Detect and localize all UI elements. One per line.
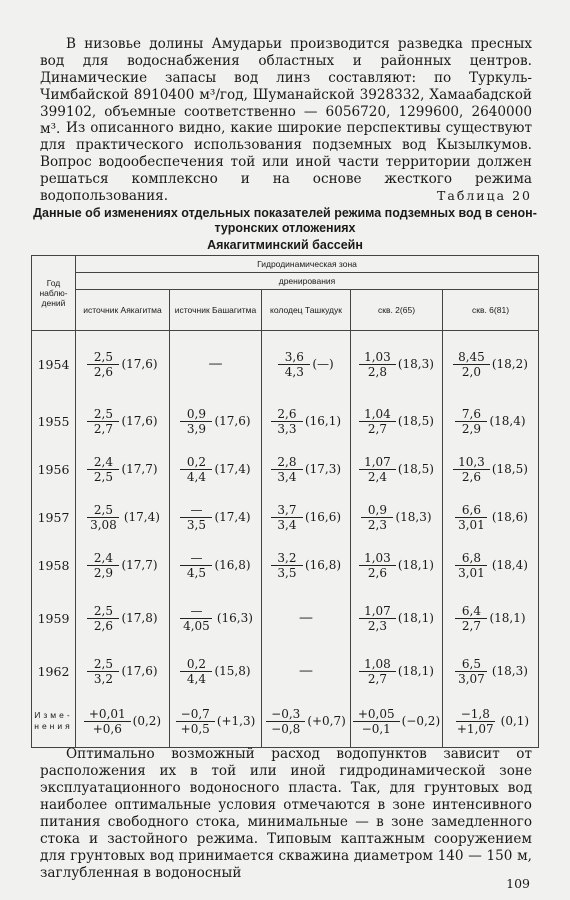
bracket-value: (17,6) bbox=[121, 357, 158, 371]
fraction-denominator: 3,2 bbox=[93, 671, 113, 686]
fraction-value bbox=[453, 503, 490, 532]
fraction-numerator: −0,7 bbox=[176, 707, 215, 722]
data-table bbox=[31, 255, 539, 748]
bracket-value: (18,1) bbox=[489, 611, 526, 625]
fraction-value bbox=[87, 604, 119, 633]
fraction-denominator: 3,5 bbox=[186, 517, 206, 532]
fraction-value bbox=[361, 503, 393, 532]
fraction-numerator: 2,5 bbox=[87, 657, 119, 672]
bracket-value: (−0,2) bbox=[401, 714, 441, 728]
fraction-numerator: 1,07 bbox=[359, 604, 396, 619]
column-header: колодец Ташкудук bbox=[262, 290, 351, 331]
fraction-numerator: 2,5 bbox=[87, 407, 119, 422]
bracket-value: (17,6) bbox=[121, 414, 158, 428]
bracket-value: (+1,3) bbox=[216, 714, 256, 728]
fraction-value bbox=[271, 407, 303, 436]
data-cell bbox=[443, 647, 539, 695]
data-cell bbox=[76, 647, 170, 695]
header-year: Год наблю-дений bbox=[32, 256, 76, 331]
page-number: 109 bbox=[506, 876, 530, 891]
row-year: 1956 bbox=[32, 445, 76, 493]
data-cell bbox=[76, 397, 170, 445]
bracket-value: (17,8) bbox=[121, 611, 158, 625]
data-cell bbox=[262, 397, 351, 445]
fraction-value bbox=[180, 503, 212, 532]
fraction-numerator: 3,7 bbox=[271, 503, 303, 518]
table-title: Данные об изменениях отдельных показателей режима подземных вод в сенон-туронских отложениях bbox=[33, 206, 537, 235]
empty-dash: — bbox=[299, 663, 313, 679]
bracket-value: (16,3) bbox=[216, 611, 253, 625]
fraction-denominator: 3,4 bbox=[277, 517, 297, 532]
bracket-value: (16,8) bbox=[304, 558, 342, 572]
fraction-numerator: — bbox=[180, 503, 212, 518]
fraction-value bbox=[453, 350, 490, 379]
fraction-numerator: +0,01 bbox=[84, 707, 131, 722]
fraction-numerator: 2,5 bbox=[87, 604, 119, 619]
table-body bbox=[32, 331, 539, 748]
table-row bbox=[32, 647, 539, 695]
bracket-value: (16,6) bbox=[304, 510, 342, 524]
fraction-numerator: — bbox=[180, 604, 212, 619]
data-cell bbox=[351, 695, 443, 748]
fraction-denominator: 2,6 bbox=[93, 364, 113, 379]
fraction-value bbox=[278, 350, 310, 379]
bracket-value: (0,1) bbox=[500, 714, 530, 728]
fraction-numerator: 7,6 bbox=[455, 407, 487, 422]
bracket-value: (18,2) bbox=[491, 357, 528, 371]
data-cell bbox=[351, 493, 443, 541]
fraction-numerator: 2,8 bbox=[271, 455, 303, 470]
fraction-value bbox=[87, 455, 119, 484]
data-cell bbox=[351, 589, 443, 647]
fraction-numerator: 1,04 bbox=[359, 407, 396, 422]
fraction-numerator: 3,2 bbox=[271, 551, 303, 566]
fraction-numerator: 2,6 bbox=[271, 407, 303, 422]
fraction-denominator: 2,7 bbox=[367, 421, 387, 436]
fraction-value bbox=[180, 407, 212, 436]
fraction-numerator: 2,4 bbox=[87, 455, 119, 470]
fraction-numerator: 0,9 bbox=[180, 407, 212, 422]
data-cell bbox=[76, 541, 170, 589]
fraction-value bbox=[87, 551, 119, 580]
fraction-numerator: 3,6 bbox=[278, 350, 310, 365]
header-zone: Гидродинамическая зона bbox=[76, 256, 539, 273]
fraction-denominator: 2,9 bbox=[461, 421, 481, 436]
fraction-value bbox=[180, 551, 212, 580]
data-cell bbox=[170, 589, 262, 647]
fraction-value bbox=[359, 350, 396, 379]
table-row bbox=[32, 331, 539, 398]
table-row bbox=[32, 397, 539, 445]
row-year: 1955 bbox=[32, 397, 76, 445]
data-cell bbox=[170, 541, 262, 589]
data-cell bbox=[443, 589, 539, 647]
fraction-numerator: — bbox=[180, 551, 212, 566]
fraction-numerator: 8,45 bbox=[453, 350, 490, 365]
row-year: 1957 bbox=[32, 493, 76, 541]
empty-dash: — bbox=[208, 356, 223, 372]
fraction-value bbox=[359, 657, 396, 686]
data-cell bbox=[76, 493, 170, 541]
fraction-value bbox=[359, 455, 396, 484]
fraction-denominator: 2,9 bbox=[93, 565, 113, 580]
fraction-denominator: 3,08 bbox=[90, 517, 117, 532]
fraction-numerator: 6,4 bbox=[455, 604, 487, 619]
fraction-numerator: 0,2 bbox=[180, 455, 212, 470]
data-cell bbox=[170, 397, 262, 445]
bracket-value: (18,1) bbox=[397, 611, 434, 625]
fraction-value bbox=[180, 455, 212, 484]
bracket-value: (17,4) bbox=[214, 462, 251, 476]
bracket-value: (17,6) bbox=[214, 414, 251, 428]
data-cell bbox=[443, 695, 539, 748]
fraction-numerator: −1,8 bbox=[456, 707, 495, 722]
fraction-denominator: 3,07 bbox=[458, 671, 485, 686]
paragraph-water-reserves: В низовье долины Амударьи производится разведка пресных вод для водоснабжения областных и районных центров. Динамические запасы вод линз составляют: по Туркуль-Чимбайской 8910400 м³/год, Шуманайской 3928332, Хамаабадской 399102, объемные соответственно — 6056720, 1299600, 2640000 м³. bbox=[40, 36, 532, 137]
bracket-value: (17,4) bbox=[123, 510, 160, 524]
fraction-value bbox=[452, 707, 499, 736]
fraction-numerator: 6,8 bbox=[455, 551, 487, 566]
table-row bbox=[32, 493, 539, 541]
data-cell bbox=[170, 493, 262, 541]
table-number-label: Таблица 20 bbox=[437, 188, 532, 203]
bracket-value: (16,8) bbox=[214, 558, 251, 572]
table-row bbox=[32, 445, 539, 493]
fraction-numerator: −0,3 bbox=[266, 707, 305, 722]
fraction-numerator: 6,5 bbox=[455, 657, 487, 672]
data-cell bbox=[351, 445, 443, 493]
column-header: источник Аякагитма bbox=[76, 290, 170, 331]
empty-dash: — bbox=[299, 610, 313, 626]
bracket-value: (15,8) bbox=[214, 664, 251, 678]
bracket-value: (16,1) bbox=[304, 414, 342, 428]
fraction-numerator: 0,9 bbox=[361, 503, 393, 518]
fraction-value bbox=[85, 503, 122, 532]
data-cell bbox=[262, 445, 351, 493]
bracket-value: (17,3) bbox=[304, 462, 342, 476]
column-header: источник Башагитма bbox=[170, 290, 262, 331]
bracket-value: (18,5) bbox=[491, 462, 528, 476]
bracket-value: (18,4) bbox=[489, 414, 526, 428]
bracket-value: (17,7) bbox=[121, 462, 158, 476]
fraction-value bbox=[455, 407, 487, 436]
fraction-denominator: +0,5 bbox=[180, 721, 210, 736]
paragraph-perspectives: Из описанного видно, какие широкие перспективы существуют для практического использования подземных вод Кызылкумов. Вопрос водообеспечения той или иной части территории должен решаться комплексно и на основе жесткого режима водопользования. bbox=[40, 120, 532, 204]
fraction-value bbox=[271, 503, 303, 532]
header-drainage: дренирования bbox=[76, 273, 539, 290]
fraction-denominator: 3,3 bbox=[277, 421, 297, 436]
fraction-numerator: 6,6 bbox=[455, 503, 487, 518]
row-year: 1958 bbox=[32, 541, 76, 589]
fraction-value bbox=[178, 604, 215, 633]
fraction-denominator: 2,6 bbox=[461, 469, 481, 484]
fraction-denominator: +0,6 bbox=[92, 721, 122, 736]
data-cell bbox=[76, 695, 170, 748]
data-cell bbox=[443, 445, 539, 493]
bracket-value: (18,3) bbox=[395, 510, 432, 524]
fraction-numerator: 10,3 bbox=[453, 455, 490, 470]
fraction-value bbox=[180, 657, 212, 686]
fraction-denominator: 4,05 bbox=[183, 618, 210, 633]
data-cell bbox=[262, 695, 351, 748]
fraction-denominator: 2,6 bbox=[93, 618, 113, 633]
fraction-value bbox=[87, 350, 119, 379]
row-year: Изме-нения bbox=[32, 695, 76, 748]
fraction-value bbox=[87, 657, 119, 686]
bracket-value: (18,1) bbox=[397, 664, 434, 678]
fraction-numerator: 0,2 bbox=[180, 657, 212, 672]
fraction-value bbox=[359, 551, 396, 580]
fraction-numerator: 2,5 bbox=[87, 350, 119, 365]
fraction-value bbox=[453, 551, 490, 580]
data-cell bbox=[170, 331, 262, 398]
fraction-value bbox=[359, 604, 396, 633]
fraction-denominator: −0,8 bbox=[271, 721, 301, 736]
row-year: 1962 bbox=[32, 647, 76, 695]
fraction-numerator: 1,08 bbox=[359, 657, 396, 672]
fraction-value bbox=[84, 707, 131, 736]
fraction-denominator: 4,4 bbox=[186, 671, 206, 686]
data-cell bbox=[443, 331, 539, 398]
data-cell bbox=[76, 445, 170, 493]
fraction-denominator: +1,07 bbox=[456, 721, 494, 736]
fraction-numerator: 2,4 bbox=[87, 551, 119, 566]
fraction-value bbox=[455, 604, 487, 633]
data-cell bbox=[262, 589, 351, 647]
bracket-value: (18,6) bbox=[491, 510, 528, 524]
fraction-value bbox=[266, 707, 305, 736]
table-row bbox=[32, 541, 539, 589]
fraction-denominator: 2,7 bbox=[367, 671, 387, 686]
data-cell bbox=[351, 541, 443, 589]
fraction-denominator: 4,3 bbox=[284, 364, 304, 379]
data-cell bbox=[443, 493, 539, 541]
fraction-denominator: 3,9 bbox=[186, 421, 206, 436]
fraction-denominator: 2,7 bbox=[93, 421, 113, 436]
data-cell bbox=[262, 493, 351, 541]
bracket-value: (0,2) bbox=[132, 714, 162, 728]
fraction-denominator: −0,1 bbox=[361, 721, 391, 736]
column-header: скв. 2(65) bbox=[351, 290, 443, 331]
bracket-value: (18,1) bbox=[397, 558, 434, 572]
fraction-denominator: 2,6 bbox=[367, 565, 387, 580]
data-cell bbox=[351, 647, 443, 695]
fraction-denominator: 2,7 bbox=[461, 618, 481, 633]
fraction-denominator: 3,4 bbox=[277, 469, 297, 484]
fraction-denominator: 2,8 bbox=[367, 364, 387, 379]
fraction-denominator: 2,3 bbox=[367, 517, 387, 532]
data-cell bbox=[170, 647, 262, 695]
table-row bbox=[32, 695, 539, 748]
data-cell bbox=[170, 695, 262, 748]
fraction-numerator: 1,03 bbox=[359, 350, 396, 365]
data-cell bbox=[76, 589, 170, 647]
data-cell bbox=[443, 541, 539, 589]
fraction-denominator: 2,4 bbox=[367, 469, 387, 484]
data-cell bbox=[170, 445, 262, 493]
fraction-denominator: 3,01 bbox=[458, 565, 485, 580]
fraction-numerator: 1,07 bbox=[359, 455, 396, 470]
fraction-denominator: 4,5 bbox=[186, 565, 206, 580]
fraction-value bbox=[353, 707, 400, 736]
table-row bbox=[32, 589, 539, 647]
fraction-value bbox=[271, 551, 303, 580]
fraction-numerator: +0,05 bbox=[353, 707, 400, 722]
fraction-denominator: 2,5 bbox=[93, 469, 113, 484]
paragraph-optimal-flow: Оптимально возможный расход водопунктов зависит от расположения их в той или иной гидродинамической зоне эксплуатационного водоносного пласта. Так, для грунтовых вод наиболее оптимальные условия отмечаются в зоне интенсивного питания свободного стока, минимальные — в зоне замедленного стока и застойного режима. Типовым каптажным сооружением для грунтовых вод принимается скважина диаметром 140 — 150 м, заглубленная в водоносный bbox=[40, 746, 532, 881]
fraction-denominator: 3,01 bbox=[458, 517, 485, 532]
bracket-value: (17,6) bbox=[121, 664, 158, 678]
column-header: скв. 6(81) bbox=[443, 290, 539, 331]
data-cell bbox=[262, 331, 351, 398]
data-cell bbox=[262, 647, 351, 695]
bracket-value: (+0,7) bbox=[307, 714, 346, 728]
data-cell bbox=[262, 541, 351, 589]
bracket-value: (17,4) bbox=[214, 510, 251, 524]
bracket-value: (18,5) bbox=[397, 414, 434, 428]
fraction-denominator: 3,5 bbox=[277, 565, 297, 580]
fraction-value bbox=[271, 455, 303, 484]
bracket-value: (18,3) bbox=[397, 357, 434, 371]
data-cell bbox=[443, 397, 539, 445]
fraction-value bbox=[453, 657, 490, 686]
fraction-denominator: 2,0 bbox=[461, 364, 481, 379]
fraction-value bbox=[359, 407, 396, 436]
data-cell bbox=[351, 397, 443, 445]
row-year: 1959 bbox=[32, 589, 76, 647]
fraction-numerator: 1,03 bbox=[359, 551, 396, 566]
bracket-value: (—) bbox=[312, 357, 334, 371]
fraction-value bbox=[453, 455, 490, 484]
bracket-value: (18,3) bbox=[491, 664, 528, 678]
fraction-denominator: 4,4 bbox=[186, 469, 206, 484]
data-cell bbox=[351, 331, 443, 398]
data-cell bbox=[76, 331, 170, 398]
bracket-value: (18,5) bbox=[397, 462, 434, 476]
bracket-value: (17,7) bbox=[121, 558, 158, 572]
fraction-numerator: 2,5 bbox=[87, 503, 119, 518]
row-year: 1954 bbox=[32, 331, 76, 398]
bracket-value: (18,4) bbox=[491, 558, 528, 572]
table-subtitle: Аякагитминский бассейн bbox=[207, 238, 363, 252]
fraction-value bbox=[87, 407, 119, 436]
fraction-denominator: 2,3 bbox=[367, 618, 387, 633]
fraction-value bbox=[176, 707, 215, 736]
